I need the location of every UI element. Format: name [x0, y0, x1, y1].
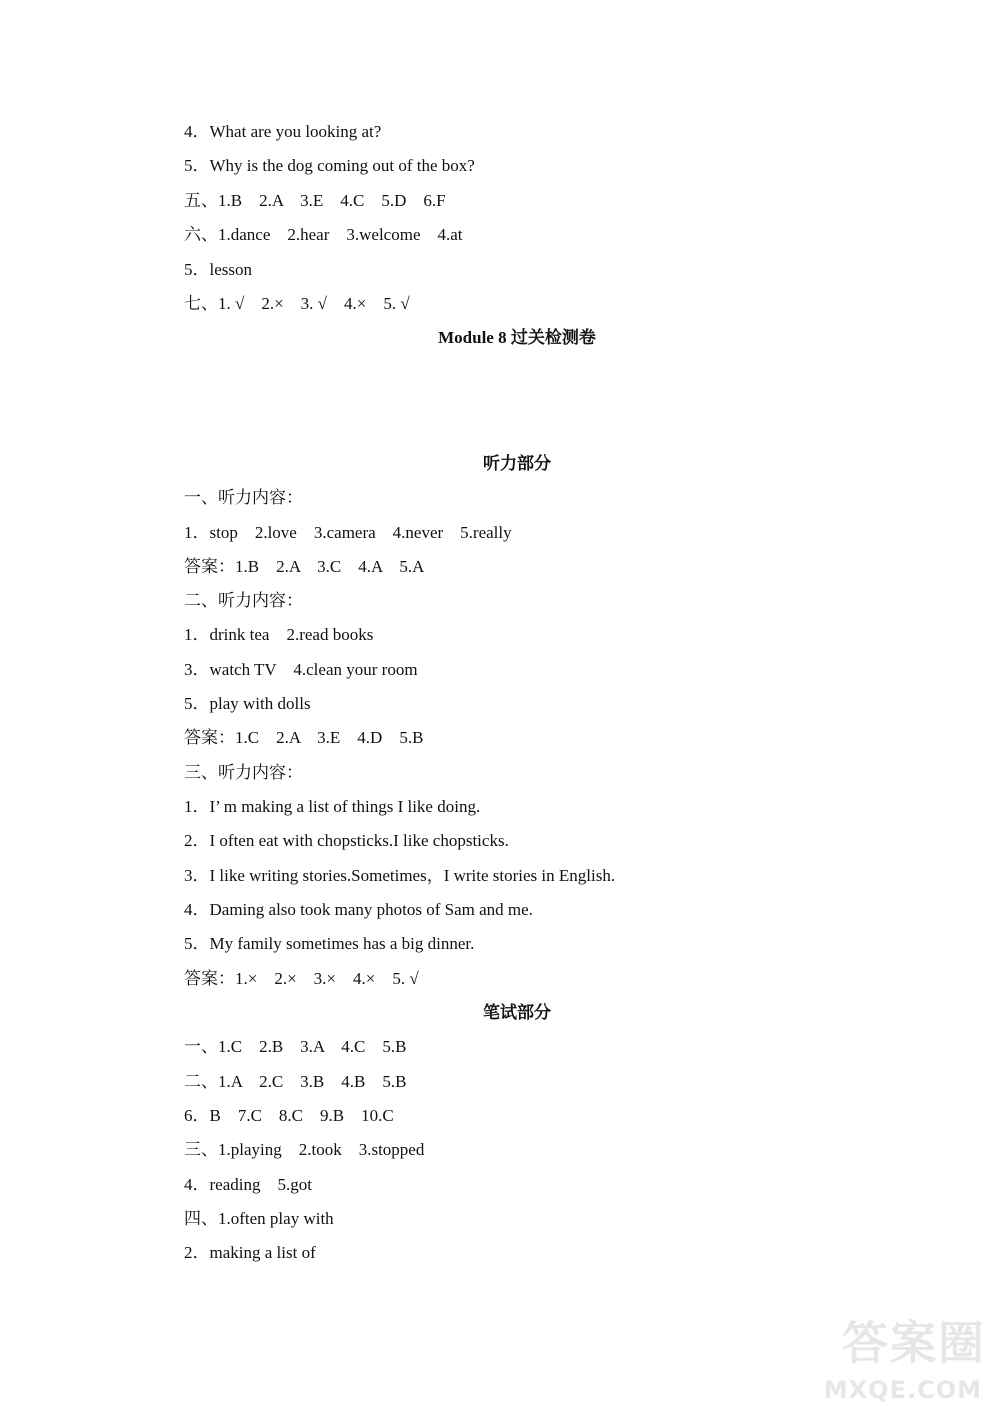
section-title-listening: 听力部分 [483, 454, 551, 473]
answer-line: 4．reading 5.got [184, 1175, 312, 1194]
answer-line: 4．Daming also took many photos of Sam and me. [184, 900, 533, 919]
answer-line: 1．I’ m making a list of things I like doing. [184, 797, 481, 816]
answer-line: 七、1. √ 2.× 3. √ 4.× 5. √ [184, 294, 410, 313]
section-title-writing: 笔试部分 [483, 1003, 551, 1022]
answer-line: 一、听力内容： [184, 488, 303, 507]
answer-line: 二、听力内容： [184, 591, 303, 610]
watermark-url: MXQE.COM [823, 1376, 982, 1404]
answer-line: 二、1.A 2.C 3.B 4.B 5.B [184, 1072, 407, 1091]
answer-line: 五、1.B 2.A 3.E 4.C 5.D 6.F [184, 191, 446, 210]
answer-line: 答案：1.× 2.× 3.× 4.× 5. √ [184, 969, 419, 988]
watermark-text: 答案圈 [842, 1316, 986, 1370]
answer-line: 答案：1.B 2.A 3.C 4.A 5.A [184, 557, 425, 576]
answer-line: 3．I like writing stories.Sometimes，I write stories in English. [184, 866, 616, 885]
answer-line: 5．play with dolls [184, 694, 311, 713]
answer-line: 5．lesson [184, 260, 252, 279]
answer-line: 六、1.dance 2.hear 3.welcome 4.at [184, 225, 463, 244]
answer-line: 1．drink tea 2.read books [184, 625, 374, 644]
answer-line: 4．What are you looking at? [184, 122, 382, 141]
answer-line: 三、1.playing 2.took 3.stopped [184, 1140, 425, 1159]
module-title: Module 8 过关检测卷 [438, 328, 596, 347]
answer-line: 1．stop 2.love 3.camera 4.never 5.really [184, 523, 512, 542]
answer-line: 6．B 7.C 8.C 9.B 10.C [184, 1106, 394, 1125]
answer-line: 四、1.often play with [184, 1209, 334, 1228]
watermark-logo [796, 1316, 986, 1406]
answer-line: 3．watch TV 4.clean your room [184, 660, 418, 679]
answer-line: 答案：1.C 2.A 3.E 4.D 5.B [184, 728, 424, 747]
answer-line: 一、1.C 2.B 3.A 4.C 5.B [184, 1037, 407, 1056]
answer-line: 三、听力内容： [184, 763, 303, 782]
answer-line: 2．I often eat with chopsticks.I like chopsticks. [184, 831, 509, 850]
answer-line: 2．making a list of [184, 1243, 316, 1262]
answer-line: 5．My family sometimes has a big dinner. [184, 934, 475, 953]
answer-line: 5．Why is the dog coming out of the box? [184, 156, 475, 175]
